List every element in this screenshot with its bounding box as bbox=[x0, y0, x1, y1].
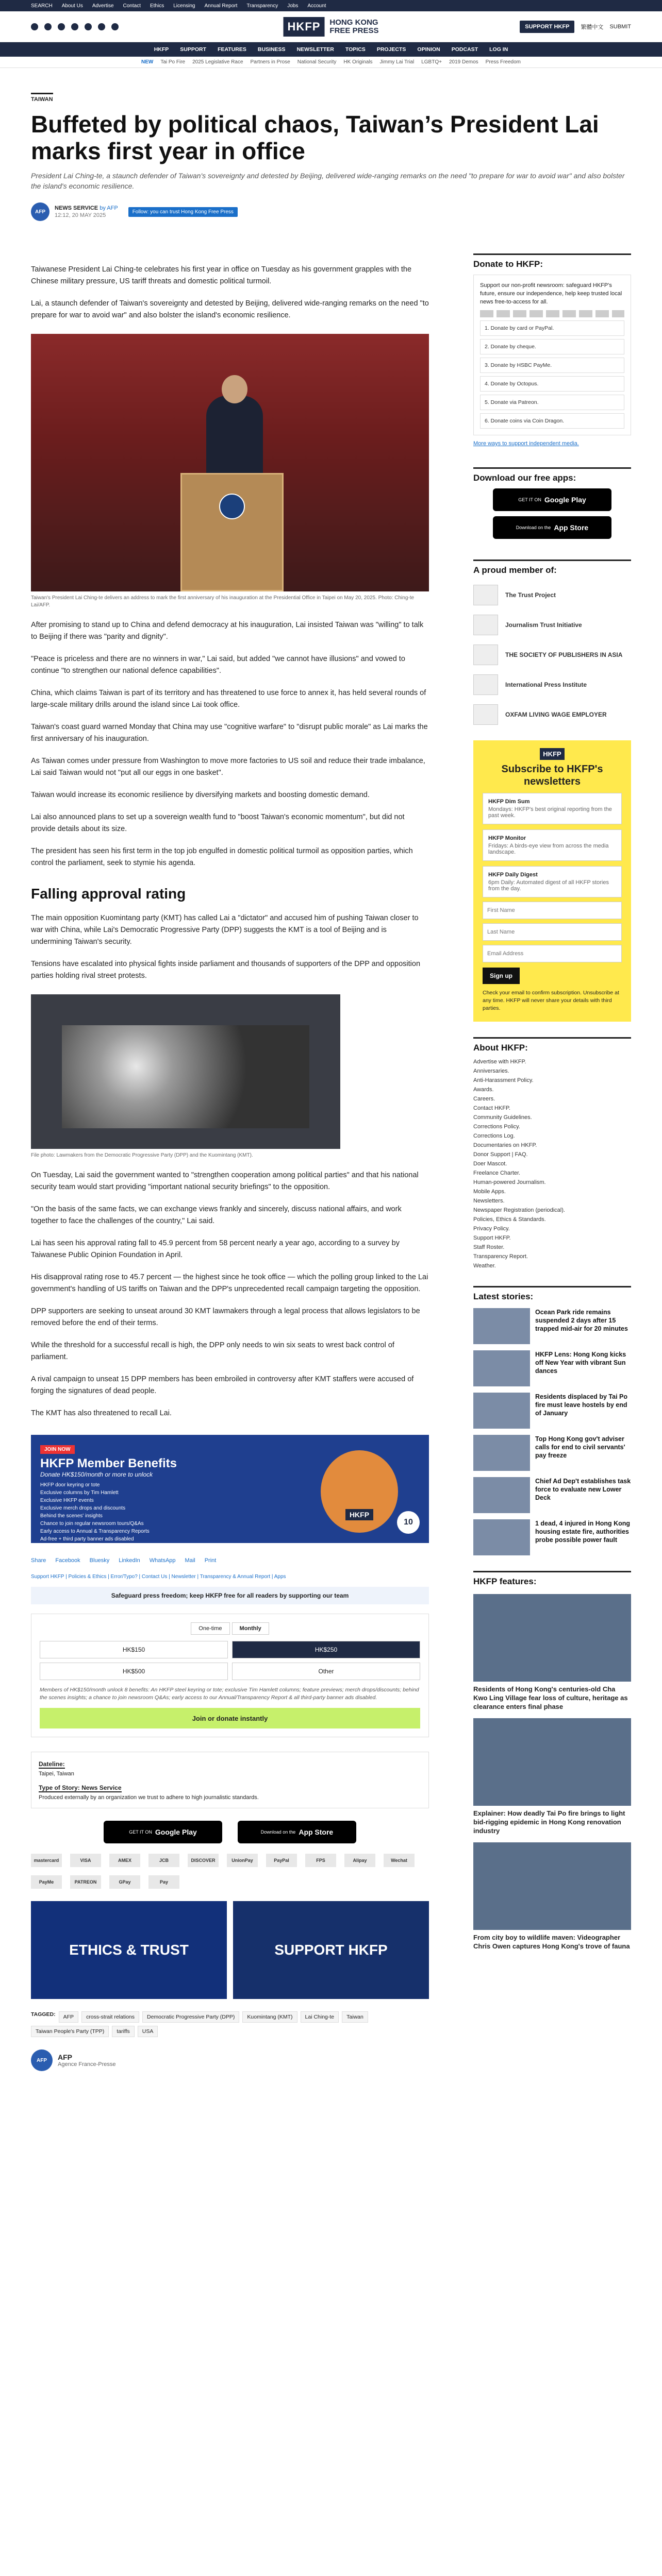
story-title: HKFP Lens: Hong Kong kicks off New Year with vibrant Sun dances bbox=[535, 1351, 626, 1375]
about-link[interactable]: Freelance Charter. bbox=[473, 1170, 521, 1176]
about-link[interactable]: Policies, Ethics & Standards. bbox=[473, 1216, 546, 1223]
member-icon bbox=[473, 645, 498, 665]
author-avatar[interactable]: AFP bbox=[31, 2049, 53, 2071]
nav-item[interactable]: FEATURES bbox=[218, 46, 246, 53]
trending-item[interactable]: Jimmy Lai Trial bbox=[379, 59, 415, 65]
member-icon bbox=[473, 704, 498, 725]
badge-store: Google Play bbox=[544, 496, 586, 504]
site-logo[interactable] bbox=[284, 17, 379, 37]
support-links[interactable]: Support HKFP | Policies & Ethics | Error/Typo? | Contact Us | Newsletter | Transparency & Annual Report | Apps bbox=[31, 1574, 286, 1580]
tag-chip[interactable]: AFP bbox=[59, 2011, 78, 2023]
tab-monthly[interactable]: Monthly bbox=[232, 1622, 269, 1635]
donate-heading: Donate to HKFP: bbox=[473, 253, 631, 269]
logo-box: HKFP bbox=[284, 17, 325, 37]
about-link[interactable]: Mobile Apps. bbox=[473, 1189, 506, 1195]
tag-chip[interactable]: tariffs bbox=[112, 2026, 134, 2037]
paragraph: The president has seen his first term in the top job engulfed in domestic political turmoil as opposition parties, which control the parliament, seek to stymie his agenda. bbox=[31, 847, 413, 867]
facebook-icon[interactable] bbox=[31, 23, 38, 30]
tag-chip[interactable]: cross-strait relations bbox=[81, 2011, 139, 2023]
feature-story[interactable] bbox=[473, 1594, 631, 1711]
paragraph: The main opposition Kuomintang party (KMT) has called Lai a "dictator" and accused him of pushing Taiwan closer to war with China, while Lai's Democratic Progressive Party (DPP) suggests the KMT is a tool of Beijing and is undermining Taiwan's security. bbox=[31, 914, 419, 946]
badge-store: App Store bbox=[299, 1828, 334, 1836]
donation-note: Members of HK$150/month unlock 8 benefits: An HKFP steel keyring or tote; exclusive Tim Hamlett columns; feature previews; merch drops/discounts; behind the scenes insights; a chance to join newsroom Q&As; early access to our Annual/Transparency Report & all third-party banner ads disabled. bbox=[40, 1687, 419, 1701]
donate-option[interactable]: 6. Donate coins via Coin Dragon. bbox=[480, 413, 624, 429]
promo-title: HKFP Member Benefits bbox=[40, 1456, 177, 1470]
instagram-icon[interactable] bbox=[44, 23, 52, 30]
promo-sub: Donate HK$150/month or more to unlock bbox=[40, 1471, 153, 1478]
nav-item[interactable]: NEWSLETTER bbox=[296, 46, 334, 53]
benefit-item: Behind the scenes' insights bbox=[40, 1513, 103, 1519]
language-link[interactable]: 繁體中文 bbox=[581, 24, 604, 30]
newsletter-desc: Fridays: A birds-eye view from across the media landscape. bbox=[488, 843, 609, 855]
latest-story[interactable] bbox=[473, 1435, 631, 1471]
paragraph: Taiwanese President Lai Ching-te celebrates his first year in office on Tuesday as his government grapples with the Chinese military pressure, US tariff threats and domestic political turmoil. bbox=[31, 265, 412, 285]
paragraph: Taiwan would increase its economic resilience by diversifying markets and boosting domestic demand. bbox=[31, 791, 370, 799]
payment-logo: UnionPay bbox=[227, 1854, 258, 1867]
feature-story[interactable] bbox=[473, 1842, 631, 1951]
top-link[interactable]: Annual Report bbox=[204, 3, 238, 9]
trending-label: NEW bbox=[141, 59, 154, 65]
benefit-item: Ad-free + third party banner ads disabled bbox=[40, 1536, 134, 1542]
top-link[interactable]: SEARCH bbox=[31, 3, 53, 9]
nav-item[interactable]: HKFP bbox=[154, 46, 169, 53]
latest-story[interactable] bbox=[473, 1350, 631, 1386]
share-label: Share bbox=[31, 1557, 46, 1564]
about-link[interactable]: Newsletters. bbox=[473, 1198, 505, 1204]
paragraph: After promising to stand up to China and defend democracy at his inauguration, Lai insisted Taiwan was "willing" to talk to Beijing if there was "parity and dignity". bbox=[31, 621, 424, 641]
paragraph: His disapproval rating rose to 45.7 percent — the highest since he took office — which the polling group linked to the Lai government's handling of US tariffs on Taiwan and the DPP's unprecedented recall campaign targeting the opposition. bbox=[31, 1273, 428, 1293]
share-linkedin[interactable]: LinkedIn bbox=[119, 1557, 140, 1564]
trending-item[interactable]: National Security bbox=[297, 59, 337, 65]
about-link[interactable]: Transparency Report. bbox=[473, 1253, 528, 1260]
nav-item[interactable]: PODCAST bbox=[451, 46, 478, 53]
payment-methods bbox=[31, 1854, 429, 1889]
donate-box bbox=[473, 275, 631, 435]
feature-story[interactable] bbox=[473, 1718, 631, 1835]
top-link[interactable]: Contact bbox=[123, 3, 141, 9]
share-whatsapp[interactable]: WhatsApp bbox=[149, 1557, 176, 1564]
donate-option[interactable]: 4. Donate by Octopus. bbox=[480, 376, 624, 392]
amount-option[interactable]: HK$500 bbox=[40, 1663, 228, 1680]
paragraph: The KMT has also threatened to recall Lai. bbox=[31, 1409, 172, 1417]
nav-item[interactable]: PROJECTS bbox=[376, 46, 406, 53]
story-title: Ocean Park ride remains suspended 2 days after 15 trapped mid-air for 20 minutes bbox=[535, 1309, 628, 1332]
feature-title: From city boy to wildlife maven: Videographer Chris Owen captures Hong Kong's trove of fauna bbox=[473, 1934, 630, 1950]
tag-chip[interactable]: Taiwan bbox=[342, 2011, 368, 2023]
about-link[interactable]: Anti-Harassment Policy. bbox=[473, 1077, 534, 1083]
benefit-item: Chance to join regular newsroom tours/Q&As bbox=[40, 1521, 144, 1527]
badge-store: Google Play bbox=[155, 1828, 197, 1836]
benefit-item: Exclusive HKFP events bbox=[40, 1498, 94, 1503]
story-title: Top Hong Kong gov't adviser calls for end to civil servants' pay freeze bbox=[535, 1435, 625, 1459]
about-link[interactable]: Corrections Log. bbox=[473, 1133, 515, 1139]
newsletter-name: HKFP Daily Digest bbox=[488, 872, 538, 878]
newsletter-option[interactable] bbox=[483, 866, 622, 897]
benefit-item: Exclusive columns by Tim Hamlett bbox=[40, 1490, 119, 1496]
paragraph: A rival campaign to unseat 15 DPP members has been embroiled in controversy after KMT staffers were accused of forging the signatures of dead people. bbox=[31, 1375, 414, 1395]
badge-pre: GET IT ON bbox=[518, 497, 541, 502]
top-link[interactable]: Jobs bbox=[287, 3, 299, 9]
newsletter-desc: Mondays: HKFP's best original reporting from the past week. bbox=[488, 806, 612, 819]
last-name-field[interactable] bbox=[483, 923, 622, 941]
about-link[interactable]: Anniversaries. bbox=[473, 1068, 509, 1074]
member-icon bbox=[473, 674, 498, 695]
features-heading: HKFP features: bbox=[473, 1571, 631, 1587]
join-button[interactable]: Join or donate instantly bbox=[40, 1708, 420, 1728]
article-lede: President Lai Ching-te, a staunch defender of Taiwan's sovereignty and detested by Beijing, delivered wide-ranging remarks on the need "to prepare for war to avoid war" and also bolster the island's economic resilience. bbox=[31, 172, 625, 190]
newsletter-option[interactable] bbox=[483, 829, 622, 861]
about-link[interactable]: Contact HKFP. bbox=[473, 1105, 510, 1111]
join-badge: JOIN NOW bbox=[40, 1445, 75, 1454]
follow-button[interactable]: Follow: you can trust Hong Kong Free Press bbox=[128, 207, 238, 217]
signup-button[interactable]: Sign up bbox=[483, 968, 520, 984]
newsletter-signup bbox=[473, 740, 631, 1022]
paragraph: China, which claims Taiwan is part of its territory and has threatened to use force to annex it, has held several rounds of large-scale military drills around the island since Lai took office. bbox=[31, 689, 426, 709]
about-link[interactable]: Doer Mascot. bbox=[473, 1161, 507, 1167]
tag-list bbox=[31, 2011, 429, 2037]
paragraph: While the threshold for a successful recall is high, the DPP only needs to win six seats to wrest back control of parliament. bbox=[31, 1341, 394, 1361]
badge-pre: Download on the bbox=[516, 525, 551, 530]
app-store-badge[interactable] bbox=[238, 1821, 356, 1843]
paragraph: "Peace is priceless and there are no winners in war," Lai said, but added "we cannot have illusions" and vowed to continue "to strengthen our national defence capabilities". bbox=[31, 655, 405, 675]
member-logo[interactable] bbox=[473, 645, 631, 665]
lead-photo bbox=[31, 334, 429, 591]
feature-image bbox=[473, 1594, 631, 1682]
anniversary-badge: 10 bbox=[397, 1511, 420, 1534]
category-tag[interactable]: TAIWAN bbox=[31, 93, 53, 103]
about-link[interactable]: Corrections Policy. bbox=[473, 1124, 520, 1130]
byline-source: NEWS SERVICE bbox=[55, 205, 98, 211]
tag-chip[interactable]: Kuomintang (KMT) bbox=[242, 2011, 297, 2023]
trending-item[interactable]: 2025 Legislative Race bbox=[192, 59, 243, 65]
payment-logo: JCB bbox=[148, 1854, 179, 1867]
email-field[interactable] bbox=[483, 945, 622, 962]
benefit-item: Early access to Annual & Transparency Reports bbox=[40, 1529, 150, 1534]
dateline-label: Dateline: bbox=[39, 1760, 65, 1768]
amount-option[interactable]: HK$150 bbox=[40, 1641, 228, 1658]
support-button[interactable]: SUPPORT HKFP bbox=[520, 21, 574, 33]
donate-option[interactable]: 2. Donate by cheque. bbox=[480, 339, 624, 354]
linkedin-icon[interactable] bbox=[85, 23, 92, 30]
member-logo[interactable] bbox=[473, 615, 631, 635]
brand-bar bbox=[0, 11, 662, 42]
trending-item[interactable]: Tai Po Fire bbox=[160, 59, 186, 65]
app-store-badge[interactable] bbox=[493, 516, 611, 539]
story-type-value: Produced externally by an organization we trust to adhere to high journalistic standards. bbox=[39, 1794, 259, 1801]
social-icons bbox=[31, 23, 119, 30]
member-name: OXFAM LIVING WAGE EMPLOYER bbox=[505, 711, 607, 718]
payment-logo: DISCOVER bbox=[188, 1854, 219, 1867]
paragraph: As Taiwan comes under pressure from Washington to move more factories to US soil and reduce their trade imbalance, Lai said Taiwan would not "put all our eggs in one basket". bbox=[31, 757, 425, 777]
share-bar bbox=[31, 1557, 429, 1564]
share-facebook[interactable]: Facebook bbox=[55, 1557, 80, 1564]
latest-story[interactable] bbox=[473, 1477, 631, 1513]
byline-author[interactable]: by AFP bbox=[100, 205, 118, 211]
paragraph: Lai has seen his approval rating fall to 45.9 percent from 58 percent nearly a year ago, according to a survey by Taiwanese Public Opinion Foundation in April. bbox=[31, 1239, 400, 1259]
story-thumbnail bbox=[473, 1393, 530, 1429]
member-benefits-banner[interactable] bbox=[31, 1435, 429, 1543]
feature-image bbox=[473, 1718, 631, 1806]
about-list bbox=[473, 1057, 631, 1270]
about-link[interactable]: Donor Support | FAQ. bbox=[473, 1151, 528, 1158]
top-link[interactable]: Transparency bbox=[246, 3, 278, 9]
author-box bbox=[31, 2049, 429, 2071]
badge-pre: GET IT ON bbox=[129, 1829, 152, 1835]
latest-story[interactable] bbox=[473, 1308, 631, 1344]
about-link[interactable]: Advertise with HKFP. bbox=[473, 1059, 526, 1065]
story-type-label: Type of Story: News Service bbox=[39, 1784, 122, 1791]
member-name: International Press Institute bbox=[505, 681, 587, 688]
top-link[interactable]: About Us bbox=[61, 3, 83, 9]
story-thumbnail bbox=[473, 1435, 530, 1471]
section-heading: Falling approval rating bbox=[31, 886, 186, 902]
story-thumbnail bbox=[473, 1308, 530, 1344]
newsletter-name: HKFP Dim Sum bbox=[488, 799, 530, 805]
top-link[interactable]: Account bbox=[307, 3, 326, 9]
more-ways-link[interactable]: More ways to support independent media. bbox=[473, 440, 579, 447]
tag-chip[interactable]: Taiwan People's Party (TPP) bbox=[31, 2026, 109, 2037]
dateline-value: Taipei, Taiwan bbox=[39, 1771, 74, 1777]
nav-item[interactable]: LOG IN bbox=[489, 46, 508, 53]
trending-item[interactable]: Partners in Prose bbox=[250, 59, 290, 65]
donate-option[interactable]: 1. Donate by card or PayPal. bbox=[480, 320, 624, 336]
member-icon bbox=[473, 615, 498, 635]
photo-caption: File photo: Lawmakers from the Democratic Progressive Party (DPP) and the Kuomintang (KMT). bbox=[31, 1153, 253, 1158]
submit-link[interactable]: SUBMIT bbox=[609, 23, 631, 30]
benefit-item: Exclusive merch drops and discounts bbox=[40, 1505, 126, 1511]
feature-image bbox=[473, 1842, 631, 1930]
nav-item[interactable]: OPINION bbox=[417, 46, 440, 53]
newsletter-desc: 6pm Daily: Automated digest of all HKFP stories from the day. bbox=[488, 879, 609, 892]
member-icon bbox=[473, 585, 498, 605]
about-link[interactable]: Careers. bbox=[473, 1096, 495, 1102]
story-title: 1 dead, 4 injured in Hong Kong housing estate fire, authorities probe possible power fault bbox=[535, 1520, 631, 1544]
feature-title: Residents of Hong Kong's centuries-old Cha Kwo Ling Village fear loss of culture, heritage as clearance enters final phase bbox=[473, 1685, 628, 1710]
logo-line: FREE PRESS bbox=[329, 26, 379, 35]
about-link[interactable]: Weather. bbox=[473, 1263, 496, 1269]
top-link[interactable]: Advertise bbox=[92, 3, 114, 9]
donate-text: Support our non-profit newsroom: safeguard HKFP's future, ensure our independence, help keep trusted local news free-to-access for all. bbox=[480, 282, 622, 305]
paragraph: Taiwan's coast guard warned Monday that China may use "cognitive warfare" to "disrupt public morale" as Lai marks the first anniversary of his inauguration. bbox=[31, 723, 428, 743]
nav-item[interactable]: SUPPORT bbox=[180, 46, 207, 53]
bluesky-icon[interactable] bbox=[111, 23, 119, 30]
latest-story[interactable] bbox=[473, 1519, 631, 1555]
byline bbox=[31, 202, 631, 221]
mascot-label: HKFP bbox=[345, 1509, 373, 1520]
payment-logo: FPS bbox=[305, 1854, 336, 1867]
nav-item[interactable]: BUSINESS bbox=[257, 46, 286, 53]
safeguard-strip[interactable]: Safeguard press freedom; keep HKFP free for all readers by supporting our team bbox=[31, 1587, 429, 1604]
about-link[interactable]: Staff Roster. bbox=[473, 1244, 505, 1250]
about-link[interactable]: Newspaper Registration (periodical). bbox=[473, 1207, 565, 1213]
telegram-icon[interactable] bbox=[98, 23, 105, 30]
payment-logo: PayMe bbox=[31, 1875, 62, 1889]
badge-store: App Store bbox=[554, 523, 589, 532]
paragraph: Lai, a staunch defender of Taiwan's sovereignty and detested by Beijing, delivered wide-ranging remarks on the need "to prepare for war to avoid war" and also bolster the island's economic resilience. bbox=[31, 299, 429, 319]
sidebar bbox=[473, 253, 631, 1951]
tags-label: TAGGED: bbox=[31, 2011, 56, 2018]
about-link[interactable]: Community Guidelines. bbox=[473, 1114, 532, 1121]
photo-caption: Taiwan's President Lai Ching-te delivers an address to mark the first anniversary of his inauguration at the Presidential Office in Taipei on May 20, 2025. Photo: Ching-te Lai/AFP. bbox=[31, 595, 415, 608]
youtube-icon[interactable] bbox=[71, 23, 78, 30]
donation-widget bbox=[31, 1614, 429, 1737]
payment-logo: Pay bbox=[148, 1875, 179, 1889]
feature-title: Explainer: How deadly Tai Po fire brings to light bid-rigging epidemic in Hong Kong renovation industry bbox=[473, 1809, 625, 1835]
story-title: Residents displaced by Tai Po fire must leave hostels by end of January bbox=[535, 1393, 627, 1417]
story-thumbnail bbox=[473, 1519, 530, 1555]
top-link[interactable]: Ethics bbox=[150, 3, 164, 9]
trending-item[interactable]: LGBTQ+ bbox=[421, 59, 442, 65]
member-name: The Trust Project bbox=[505, 591, 556, 599]
author-avatar[interactable]: AFP bbox=[31, 202, 49, 221]
apps-heading: Download our free apps: bbox=[473, 467, 631, 483]
about-link[interactable]: Documentaries on HKFP. bbox=[473, 1142, 537, 1148]
top-link[interactable]: Licensing bbox=[173, 3, 195, 9]
payment-logo: PayPal bbox=[266, 1854, 297, 1867]
paragraph: Lai also announced plans to set up a sovereign wealth fund to "boost Taiwan's economic momentum", but did not provide details about its size. bbox=[31, 813, 405, 833]
parliament-photo bbox=[31, 994, 340, 1149]
card-logos bbox=[480, 310, 624, 317]
x-icon[interactable] bbox=[58, 23, 65, 30]
share-print[interactable]: Print bbox=[204, 1557, 217, 1564]
author-name[interactable]: AFP bbox=[58, 2053, 72, 2061]
tag-chip[interactable]: Democratic Progressive Party (DPP) bbox=[142, 2011, 239, 2023]
byline-date: 12:12, 20 MAY 2025 bbox=[55, 212, 106, 218]
story-thumbnail bbox=[473, 1350, 530, 1386]
donate-option[interactable]: 3. Donate by HSBC PayMe. bbox=[480, 358, 624, 373]
share-bluesky[interactable]: Bluesky bbox=[89, 1557, 110, 1564]
payment-logo: mastercard bbox=[31, 1854, 62, 1867]
payment-logo: Alipay bbox=[344, 1854, 375, 1867]
logo-line: HONG KONG bbox=[329, 18, 378, 27]
trending-item[interactable]: HK Originals bbox=[343, 59, 373, 65]
latest-heading: Latest stories: bbox=[473, 1286, 631, 1302]
donate-option[interactable]: 5. Donate via Patreon. bbox=[480, 395, 624, 410]
latest-story[interactable] bbox=[473, 1393, 631, 1429]
amount-option[interactable]: Other bbox=[232, 1663, 420, 1680]
about-link[interactable]: Privacy Policy. bbox=[473, 1226, 510, 1232]
member-logo[interactable] bbox=[473, 585, 631, 605]
amount-option-selected[interactable]: HK$250 bbox=[232, 1641, 420, 1658]
newsletter-name: HKFP Monitor bbox=[488, 835, 526, 841]
newsletter-option[interactable] bbox=[483, 793, 622, 824]
payment-logo: PATREON bbox=[70, 1875, 101, 1889]
about-link[interactable]: Human-powered Journalism. bbox=[473, 1179, 546, 1185]
article-body bbox=[31, 253, 429, 2071]
first-name-field[interactable] bbox=[483, 902, 622, 919]
tab-one-time[interactable]: One-time bbox=[191, 1622, 229, 1635]
ethics-banner[interactable]: ETHICS & TRUST bbox=[31, 1901, 227, 1999]
trending-item[interactable]: Press Freedom bbox=[485, 59, 521, 65]
member-name: Journalism Trust Initiative bbox=[505, 621, 582, 629]
about-link[interactable]: Support HKFP. bbox=[473, 1235, 511, 1241]
tag-chip[interactable]: USA bbox=[138, 2026, 158, 2037]
support-banner[interactable]: SUPPORT HKFP bbox=[233, 1901, 429, 1999]
member-name: THE SOCIETY OF PUBLISHERS IN ASIA bbox=[505, 651, 623, 658]
payment-logo: Wechat bbox=[384, 1854, 415, 1867]
member-logo[interactable] bbox=[473, 674, 631, 695]
paragraph: Tensions have escalated into physical fights inside parliament and thousands of supporters of the DPP and opposition parties holding rival street protests. bbox=[31, 960, 421, 980]
trending-item[interactable]: 2019 Demos bbox=[449, 59, 478, 65]
content-wrap bbox=[31, 68, 631, 2576]
tag-chip[interactable]: Lai Ching-te bbox=[301, 2011, 339, 2023]
newsletter-note: Check your email to confirm subscription. Unsubscribe at any time. HKFP will never share your details with third parties. bbox=[483, 990, 619, 1011]
google-play-badge[interactable] bbox=[493, 488, 611, 511]
badge-pre: Download on the bbox=[260, 1829, 296, 1835]
payment-logo: VISA bbox=[70, 1854, 101, 1867]
paragraph: On Tuesday, Lai said the government wanted to "strengthen cooperation among political parties" and that his national security team would start providing "important national security briefings" to the opposition. bbox=[31, 1171, 419, 1191]
paragraph: "On the basis of the same facts, we can exchange views frankly and sincerely, discuss national affairs, and work together to face the challenges of the country," Lai said. bbox=[31, 1205, 402, 1225]
newsletter-logo: HKFP bbox=[540, 748, 564, 760]
main-nav bbox=[0, 42, 662, 57]
payment-logo: GPay bbox=[109, 1875, 140, 1889]
newsletter-title: Subscribe to HKFP's newsletters bbox=[501, 764, 603, 787]
about-heading: About HKFP: bbox=[473, 1037, 631, 1053]
author-sub: Agence France-Presse bbox=[58, 2061, 116, 2067]
member-logo[interactable] bbox=[473, 704, 631, 725]
benefit-item: HKFP door keyring or tote bbox=[40, 1482, 100, 1488]
story-title: Chief Ad Dep't establishes task force to evaluate new Lower Deck bbox=[535, 1478, 631, 1501]
nav-item[interactable]: TOPICS bbox=[345, 46, 366, 53]
paragraph: DPP supporters are seeking to unseat around 30 KMT lawmakers through a legal process that allows legislators to be removed before the end of their terms. bbox=[31, 1307, 420, 1327]
trending-bar bbox=[0, 57, 662, 68]
top-bar bbox=[0, 0, 662, 11]
google-play-badge[interactable] bbox=[104, 1821, 222, 1843]
article-title: Buffeted by political chaos, Taiwan’s President Lai marks first year in office bbox=[31, 111, 599, 164]
payment-logo: AMEX bbox=[109, 1854, 140, 1867]
mascot-illustration bbox=[321, 1450, 398, 1533]
share-mail[interactable]: Mail bbox=[185, 1557, 195, 1564]
member-heading: A proud member of: bbox=[473, 560, 631, 575]
story-thumbnail bbox=[473, 1477, 530, 1513]
about-link[interactable]: Awards. bbox=[473, 1087, 494, 1093]
